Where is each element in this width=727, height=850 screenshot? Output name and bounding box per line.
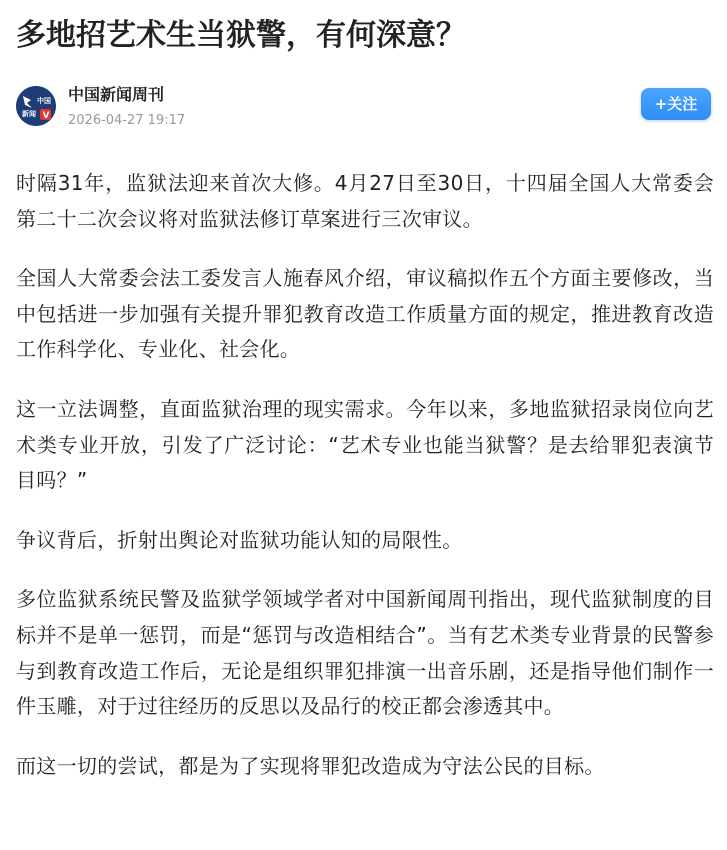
author-row [16,84,711,132]
article-paragraph: 多位监狱系统民警及监狱学领域学者对中国新闻周刊指出，现代监狱制度的目标并不是单一惩罚，而是“惩罚与改造相结合”。当有艺术类专业背景的民警参与到教育改造工作后，无论是组织罪犯排演一出音乐剧，还是指导他们制作一件玉雕，对于过往经历的反思以及品行的校正都会渗透其中。 [16,587,714,719]
article-body [16,166,714,808]
article-paragraph: 全国人大常委会法工委发言人施春风介绍，审议稿拟作五个方面主要修改，当中包括进一步加强有关提升罪犯教育改造工作质量方面的规定，推进教育改造工作科学化、专业化、社会化。 [16,266,714,362]
article-paragraph: 而这一切的尝试，都是为了实现将罪犯改造成为守法公民的目标。 [16,753,605,778]
news-logo-icon [16,86,56,126]
article-paragraph: 时隔31年，监狱法迎来首次大修。4月27日至30日，十四届全国人大常委会第二十二次会议将对监狱法修订草案进行三次审议。 [16,171,714,231]
avatar-text-top: 中国 [37,97,51,105]
article-paragraph: 争议背后，折射出舆论对监狱功能认知的局限性。 [16,527,463,552]
follow-button[interactable]: +关注 [641,88,711,120]
article-paragraph: 这一立法调整，直面监狱治理的现实需求。今年以来，多地监狱招录岗位向艺术类专业开放，引发了广泛讨论：“艺术专业也能当狱警？是去给罪犯表演节目吗？” [16,396,714,493]
author-name[interactable]: 中国新闻周刊 [68,85,165,104]
article-title: 多地招艺术生当狱警，有何深意？ [16,18,466,53]
avatar-text-bottom: 新闻 [22,110,36,118]
publish-time: 2026-04-27 19:17 [68,113,186,128]
author-avatar[interactable] [16,86,56,126]
verified-badge: V [42,111,50,121]
